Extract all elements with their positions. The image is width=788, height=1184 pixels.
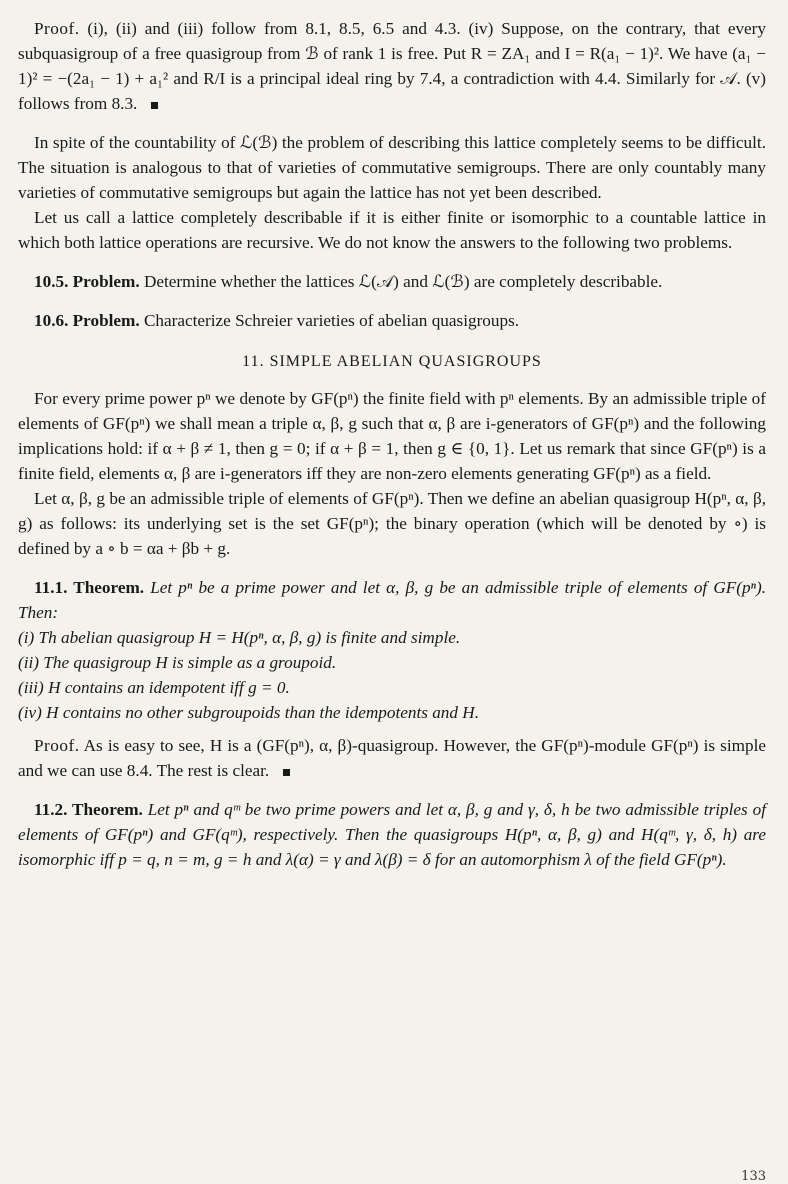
paragraph-abelian-quasigroup-definition: Let α, β, g be an admissible triple of elements of GF(pⁿ). Then we define an abelian quasigroup H(pⁿ, α, β, g) as follows: its underlying set is the set GF(pⁿ); the binary operation (which will be denoted by ∘) is defined by a ∘ b = αa + βb + g. — [18, 489, 766, 558]
proof-label: Proof. — [34, 19, 80, 38]
problem-label: 10.6. Problem. — [34, 311, 140, 330]
theorem-text: Let pⁿ and qᵐ be two prime powers and let α, β, g and γ, δ, h be two admissible triples of elements of GF(pⁿ) and GF(qᵐ), respectively. Then the quasigroups H(pⁿ, α, β, g) and H(qᵐ, γ, δ, h) are isomorphic iff p = q, n = m, g = h and λ(α) = γ and λ(β) = δ for an automorphism λ of the field GF(pⁿ). — [18, 800, 766, 869]
theorem-11-1 — [18, 575, 766, 625]
proof-paragraph-1 — [18, 16, 766, 116]
problem-label: 10.5. Problem. — [34, 272, 140, 291]
theorem-text: Let pⁿ be a prime power and let α, β, g be an admissible triple of elements of GF(pⁿ). Then: — [18, 578, 766, 622]
problem-text: Characterize Schreier varieties of abelian quasigroups. — [139, 311, 520, 330]
paragraph-admissible-triple: For every prime power pⁿ we denote by GF(pⁿ) the finite field with pⁿ elements. By an admissible triple of elements of GF(pⁿ) we shall mean a triple α, β, g such that α, β are i-generators of GF(pⁿ) and the following implications hold: if α + β ≠ 1, then g = 0; if α + β = 1, then g ∈ {0, 1}. Let us remark that since GF(pⁿ) is a finite field, elements α, β are i-generators iff they are non-zero elements generating GF(pⁿ) as a field. — [18, 389, 766, 483]
qed-square-icon — [151, 102, 158, 109]
theorem-label: 11.2. Theorem. — [34, 800, 143, 819]
theorem-item: (ii) The quasigroup H is simple as a groupoid. — [18, 653, 337, 672]
page-body — [18, 16, 766, 872]
proof-text: As is easy to see, H is a (GF(pⁿ), α, β)-quasigroup. However, the GF(pⁿ)-module GF(pⁿ) is simple and we can use 8.4. The rest is clear. — [18, 736, 766, 780]
proof-label: Proof. — [34, 736, 80, 755]
theorem-11-2 — [18, 797, 766, 872]
qed-square-icon — [283, 769, 290, 776]
problem-text: Determine whether the lattices ℒ(𝒜) and ℒ(ℬ) are completely describable. — [139, 272, 663, 291]
section-heading: 11. SIMPLE ABELIAN QUASIGROUPS — [242, 353, 542, 370]
theorem-label: 11.1. Theorem. — [34, 578, 145, 597]
problem-10-5 — [18, 269, 766, 294]
page-number: 133 — [741, 1169, 766, 1184]
proof-text: (i), (ii) and (iii) follow from 8.1, 8.5, 6.5 and 4.3. (iv) Suppose, on the contrary, that every subquasigroup of a free quasigroup from ℬ of rank 1 is free. Put R = ZA₁ and I = R(a₁ − 1)². We have (a₁ − 1)² = −(2a₁ − 1) + a₁² and R/I is a principal ideal ring by 7.4, a contradiction with 4.4. Similarly for 𝒜. (v) follows from 8.3. — [18, 19, 766, 113]
paragraph-completely-describable: Let us call a lattice completely describable if it is either finite or isomorphic to a countable lattice in which both lattice operations are recursive. We do not know the answers to the following two problems. — [18, 208, 766, 252]
paragraph-lattice-countability: In spite of the countability of ℒ(ℬ) the problem of describing this lattice completely seems to be difficult. The situation is analogous to that of varieties of commutative semigroups. There are only countably many varieties of commutative semigroups but again the lattice has not yet been described. — [18, 133, 766, 202]
problem-10-6 — [18, 308, 766, 333]
theorem-item: (iv) H contains no other subgroupoids than the idempotents and H. — [18, 703, 479, 722]
theorem-item: (i) Th abelian quasigroup H = H(pⁿ, α, β, g) is finite and simple. — [18, 628, 461, 647]
proof-paragraph-2 — [18, 733, 766, 783]
theorem-item: (iii) H contains an idempotent iff g = 0. — [18, 678, 290, 697]
